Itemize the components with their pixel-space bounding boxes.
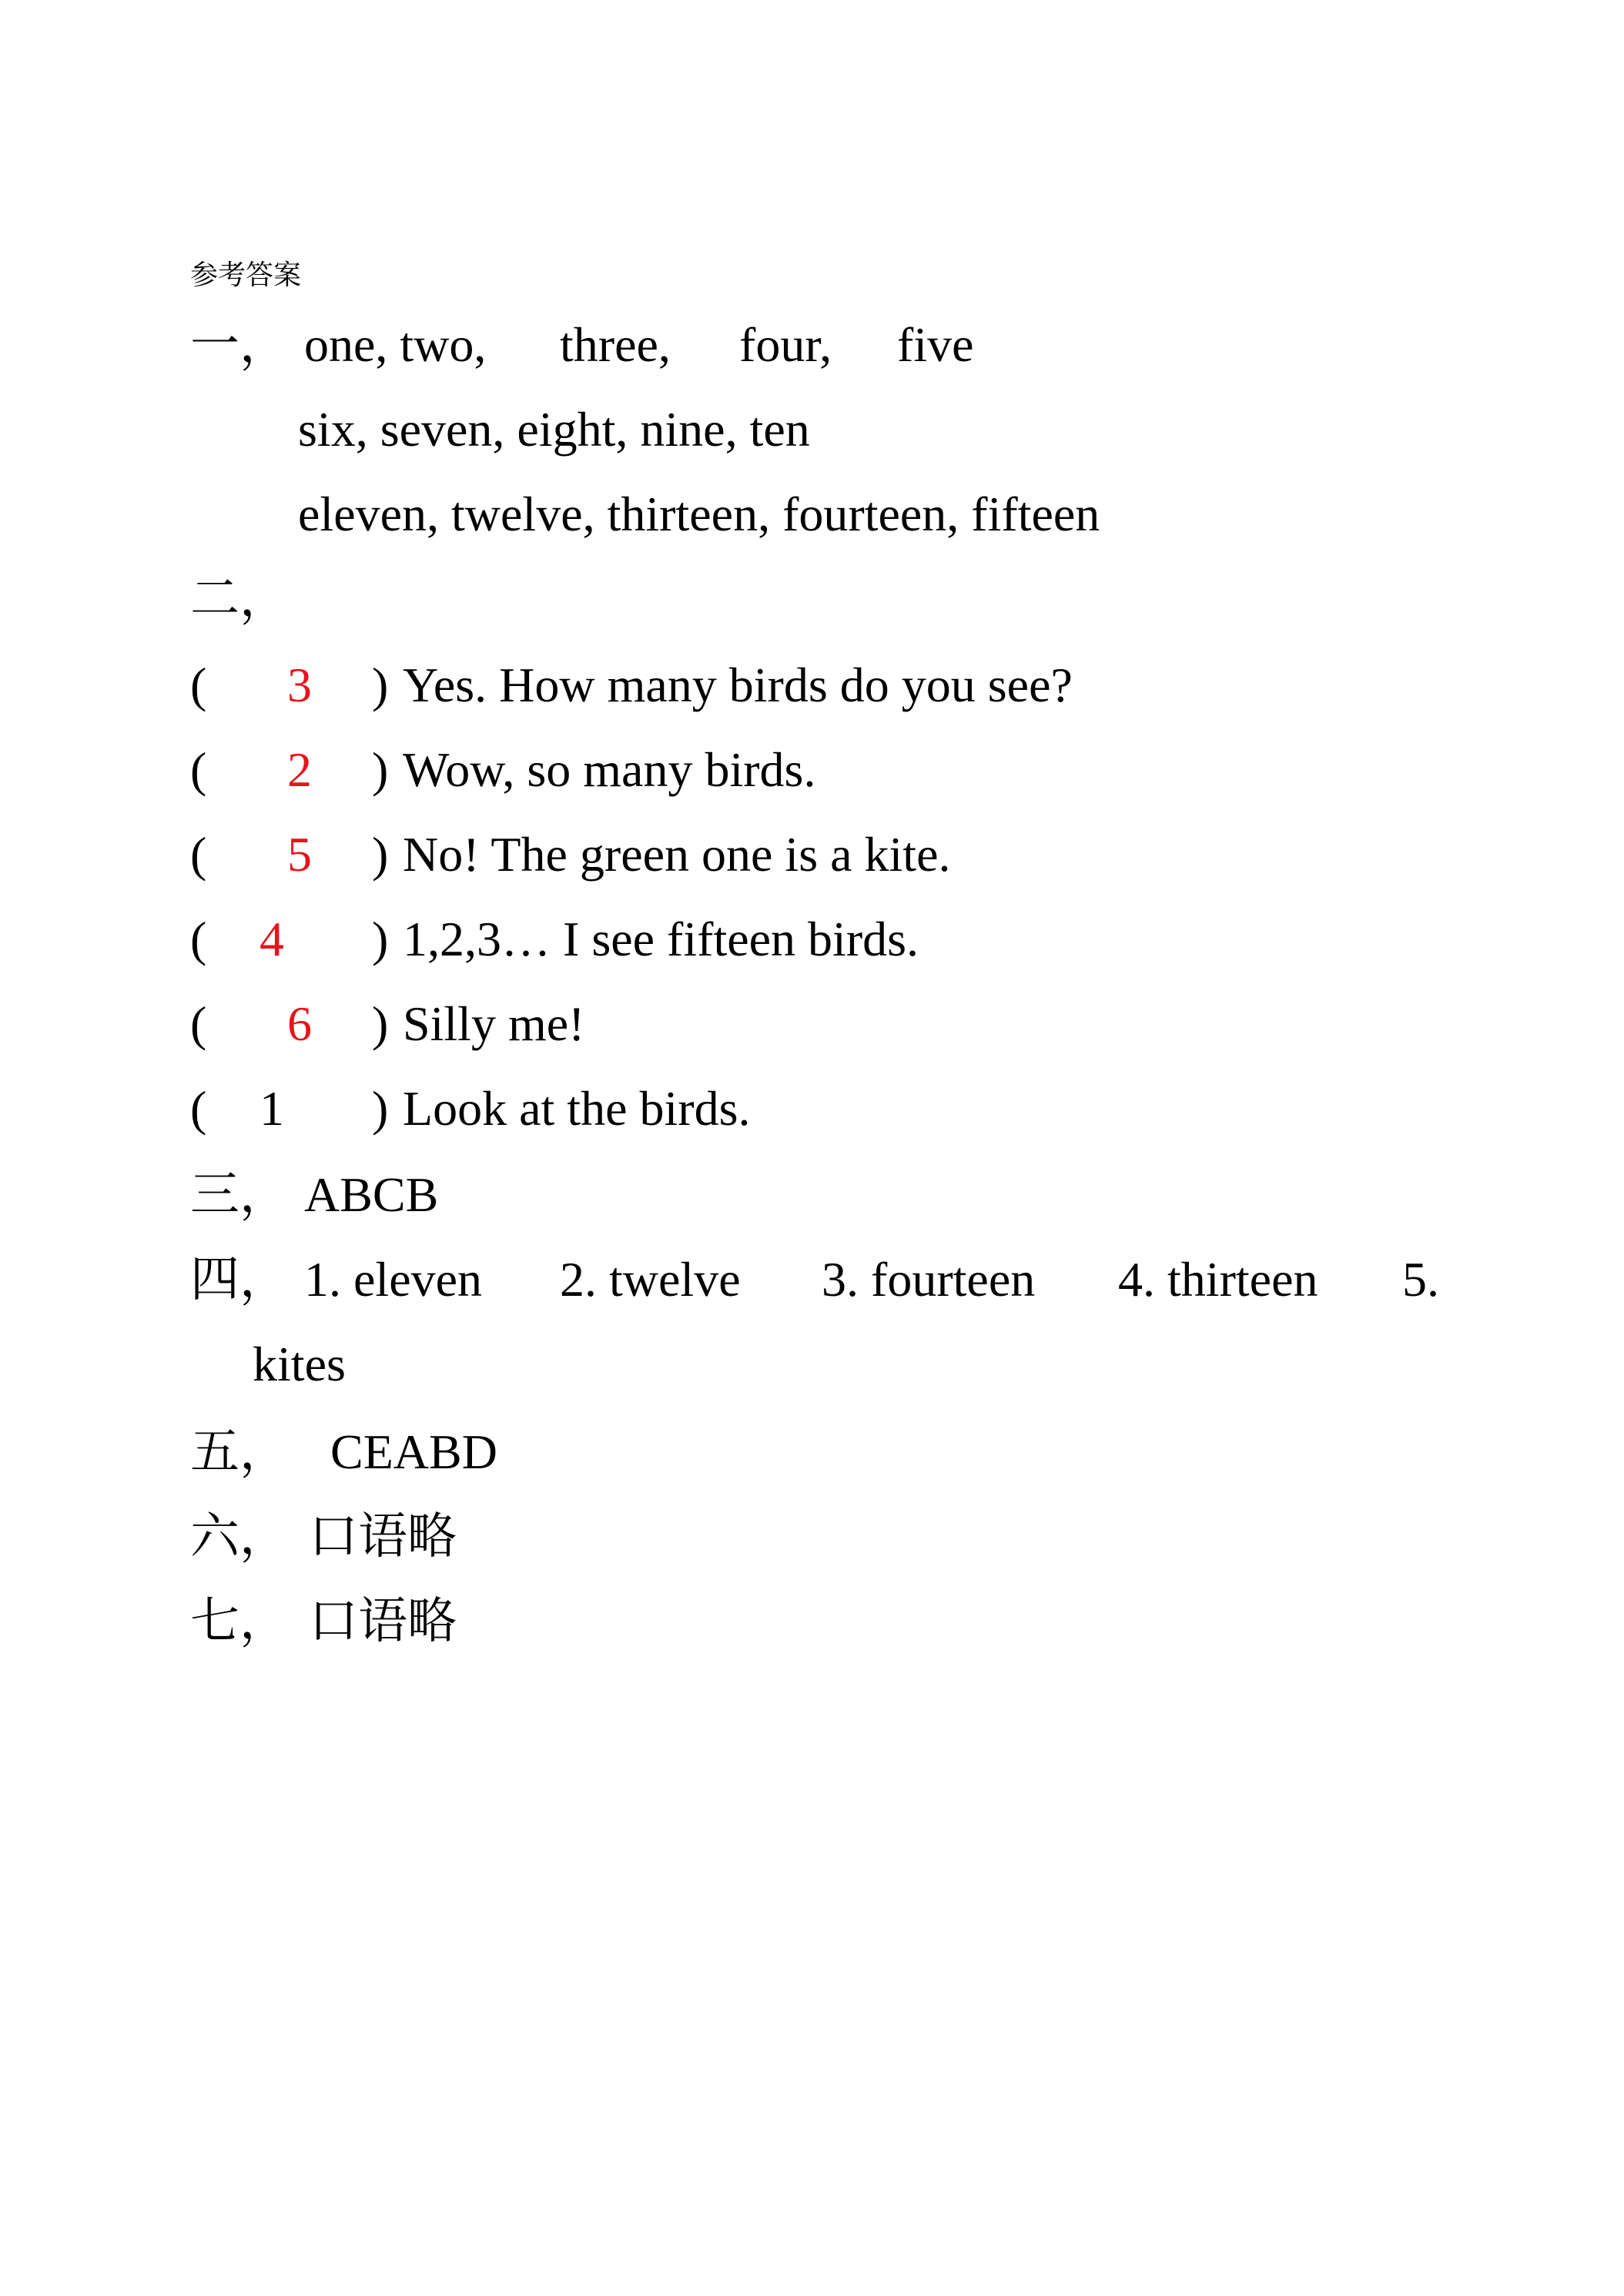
section-4-answer-4: 4. thirteen	[1118, 1252, 1318, 1307]
section-4-answer-5-word: kites	[253, 1337, 346, 1391]
dialogue-text: Look at the birds.	[403, 1081, 751, 1136]
close-paren: )	[372, 658, 389, 712]
section-1-label: 一，	[190, 317, 289, 372]
section-6-label: 六，	[190, 1509, 289, 1564]
open-paren: (	[190, 1081, 207, 1136]
open-paren: (	[190, 742, 207, 797]
page-title: 参考答案	[190, 259, 302, 290]
answer-number: 6	[287, 996, 312, 1051]
open-paren: (	[190, 658, 207, 712]
section-4-answer-1: 1. eleven	[304, 1252, 482, 1307]
dialogue-text: 1,2,3… I see fifteen birds.	[403, 912, 919, 966]
close-paren: )	[372, 827, 389, 882]
answer-number: 2	[287, 742, 312, 797]
close-paren: )	[372, 912, 389, 966]
dialogue-text: Yes. How many birds do you see?	[403, 658, 1073, 712]
section-5-label: 五，	[190, 1424, 289, 1479]
section-1-row-2: six, seven, eight, nine, ten	[298, 402, 810, 457]
section-1-word-group-1: one, two,	[304, 317, 487, 372]
dialogue-text: No! The green one is a kite.	[403, 827, 951, 882]
section-5-answer: CEABD	[330, 1424, 497, 1479]
close-paren: )	[372, 1081, 389, 1136]
close-paren: )	[372, 742, 389, 797]
open-paren: (	[190, 912, 207, 966]
section-4-answer-3: 3. fourteen	[822, 1252, 1036, 1307]
section-1-word-group-3: four,	[739, 317, 832, 372]
section-7-label: 七，	[190, 1594, 289, 1648]
open-paren: (	[190, 996, 207, 1051]
section-1-word-group-4: five	[897, 317, 974, 372]
section-3-answer: ABCB	[304, 1167, 439, 1222]
section-4-label: 四，	[190, 1252, 289, 1307]
section-2-label: 二，	[190, 571, 289, 626]
section-4-answer-2: 2. twelve	[560, 1252, 741, 1307]
answer-number: 3	[287, 658, 312, 712]
dialogue-text: Wow, so many birds.	[403, 742, 816, 797]
section-3-label: 三，	[190, 1167, 289, 1222]
answer-number: 5	[287, 827, 312, 882]
section-7-answer: 口语略	[309, 1594, 457, 1648]
section-1-word-group-2: three,	[560, 317, 671, 372]
open-paren: (	[190, 827, 207, 882]
section-4-answer-5-number: 5.	[1402, 1252, 1439, 1307]
section-6-answer: 口语略	[309, 1509, 457, 1564]
answer-number: 4	[260, 912, 284, 966]
answer-number: 1	[260, 1081, 284, 1136]
close-paren: )	[372, 996, 389, 1051]
dialogue-text: Silly me!	[403, 996, 585, 1051]
section-1-row-3: eleven, twelve, thirteen, fourteen, fifteen	[298, 487, 1100, 541]
